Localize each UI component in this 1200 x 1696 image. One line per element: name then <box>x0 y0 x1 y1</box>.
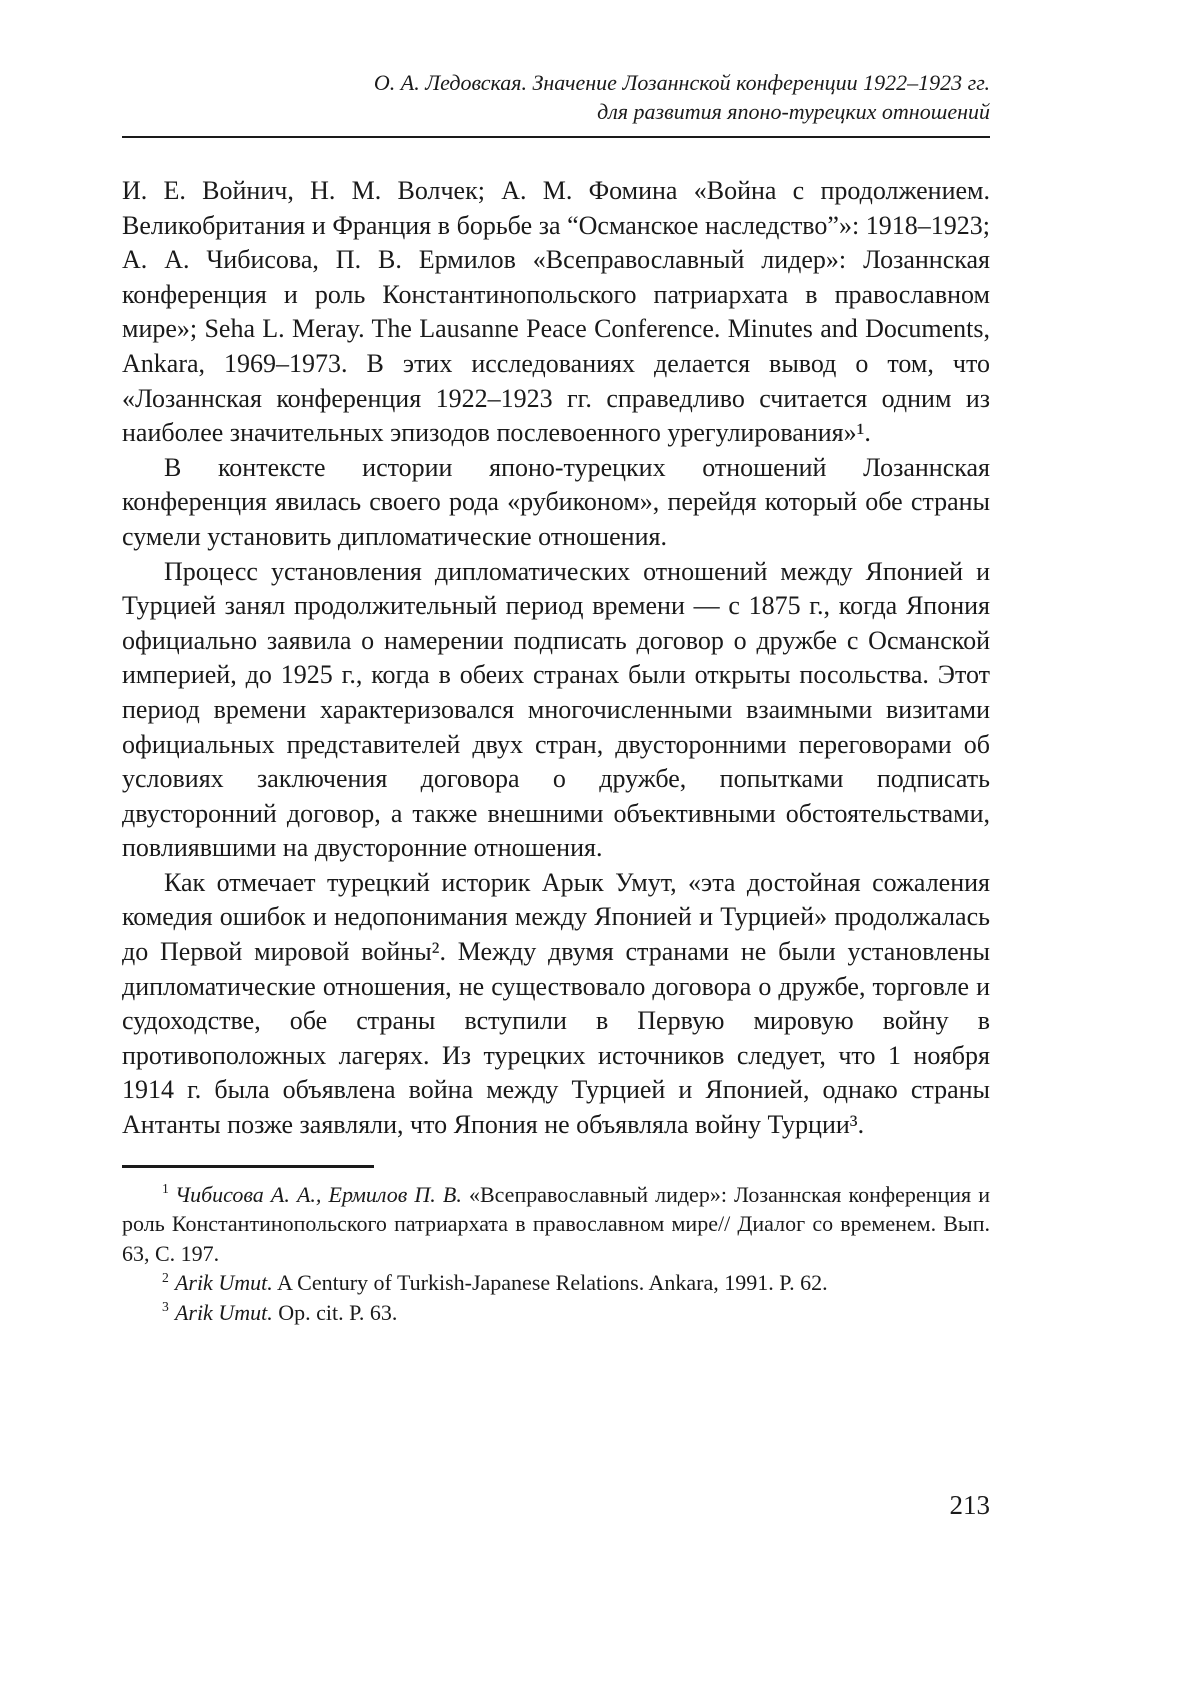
footnote-marker: 3 <box>162 1299 169 1315</box>
footnote-author: Arik Umut. <box>174 1270 273 1296</box>
footnote <box>122 1268 990 1298</box>
running-header-line2: для развития японо-турецких отношений <box>597 99 990 124</box>
body-text <box>122 174 990 1143</box>
footnote-author: Arik Umut. <box>174 1299 273 1325</box>
page-content <box>122 68 990 1327</box>
running-header-line1: О. А. Ледовская. Значение Лозаннской конференции 1922–1923 гг. <box>373 70 990 95</box>
footnotes <box>122 1180 990 1328</box>
paragraph: И. Е. Войнич, Н. М. Волчек; А. М. Фомина «Война с продолжением. Великобритания и Франция в борьбе за “Османское наследство”»: 1918–1923; А. А. Чибисова, П. В. Ермилов «Всеправославный лидер»: Лозаннская конференция и роль Константинопольского патриархата в православном мире»; Seha L. Meray. The Lausanne Peace Conference. Minutes and Documents, Ankara, 1969–1973. В этих исследованиях делается вывод о том, что «Лозаннская конференция 1922–1923 гг. справедливо считается одним из наиболее значительных эпизодов послевоенного урегулирования»¹. <box>122 176 990 448</box>
footnote <box>122 1180 990 1269</box>
footnote-author: Чибисова А. А., Ермилов П. В. <box>174 1181 462 1207</box>
footnote-text: A Century of Turkish-Japanese Relations. Ankara, 1991. P. 62. <box>272 1270 828 1296</box>
paragraph: В контексте истории японо-турецких отношений Лозаннская конференция явилась своего рода «рубиконом», перейдя который обе страны сумели установить дипломатические отношения. <box>122 452 990 551</box>
footnote-text: Op. cit. P. 63. <box>272 1299 398 1325</box>
footnote-marker: 2 <box>162 1269 169 1285</box>
footnote-marker: 1 <box>162 1181 169 1197</box>
running-header <box>122 68 990 138</box>
page-number: 213 <box>949 1490 990 1520</box>
paragraph: Процесс установления дипломатических отношений между Японией и Турцией занял продолжительный период времени — с 1875 г., когда Япония официально заявила о намерении подписать договор о дружбе с Османской империей, до 1925 г., когда в обеих странах были открыты посольства. Этот период времени характеризовался многочисленными взаимными визитами официальных представителей двух стран, двусторонними переговорами об условиях заключения договора о дружбе, попытками подписать двусторонний договор, а также внешними объективными обстоятельствами, повлиявшими на двусторонние отношения. <box>122 556 990 863</box>
footnote-separator-rule <box>122 1165 374 1168</box>
paragraph: Как отмечает турецкий историк Арык Умут, «эта достойная сожаления комедия ошибок и недопонимания между Японией и Турцией» продолжалась до Первой мировой войны². Между двумя странами не были установлены дипломатические отношения, не существовало договора о дружбе, торговле и судоходстве, обе страны вступили в Первую мировую войну в противоположных лагерях. Из турецких источников следует, что 1 ноября 1914 г. была объявлена война между Турцией и Японией, однако страны Антанты позже заявляли, что Япония не объявляла войну Турции³. <box>122 867 990 1140</box>
footnote <box>122 1298 990 1328</box>
footnote-text: «Всеправославный лидер»: Лозаннская конференция и роль Константинопольского патриархата в православном мире// Диалог со временем. Вып. 63, С. 197. <box>122 1181 990 1266</box>
